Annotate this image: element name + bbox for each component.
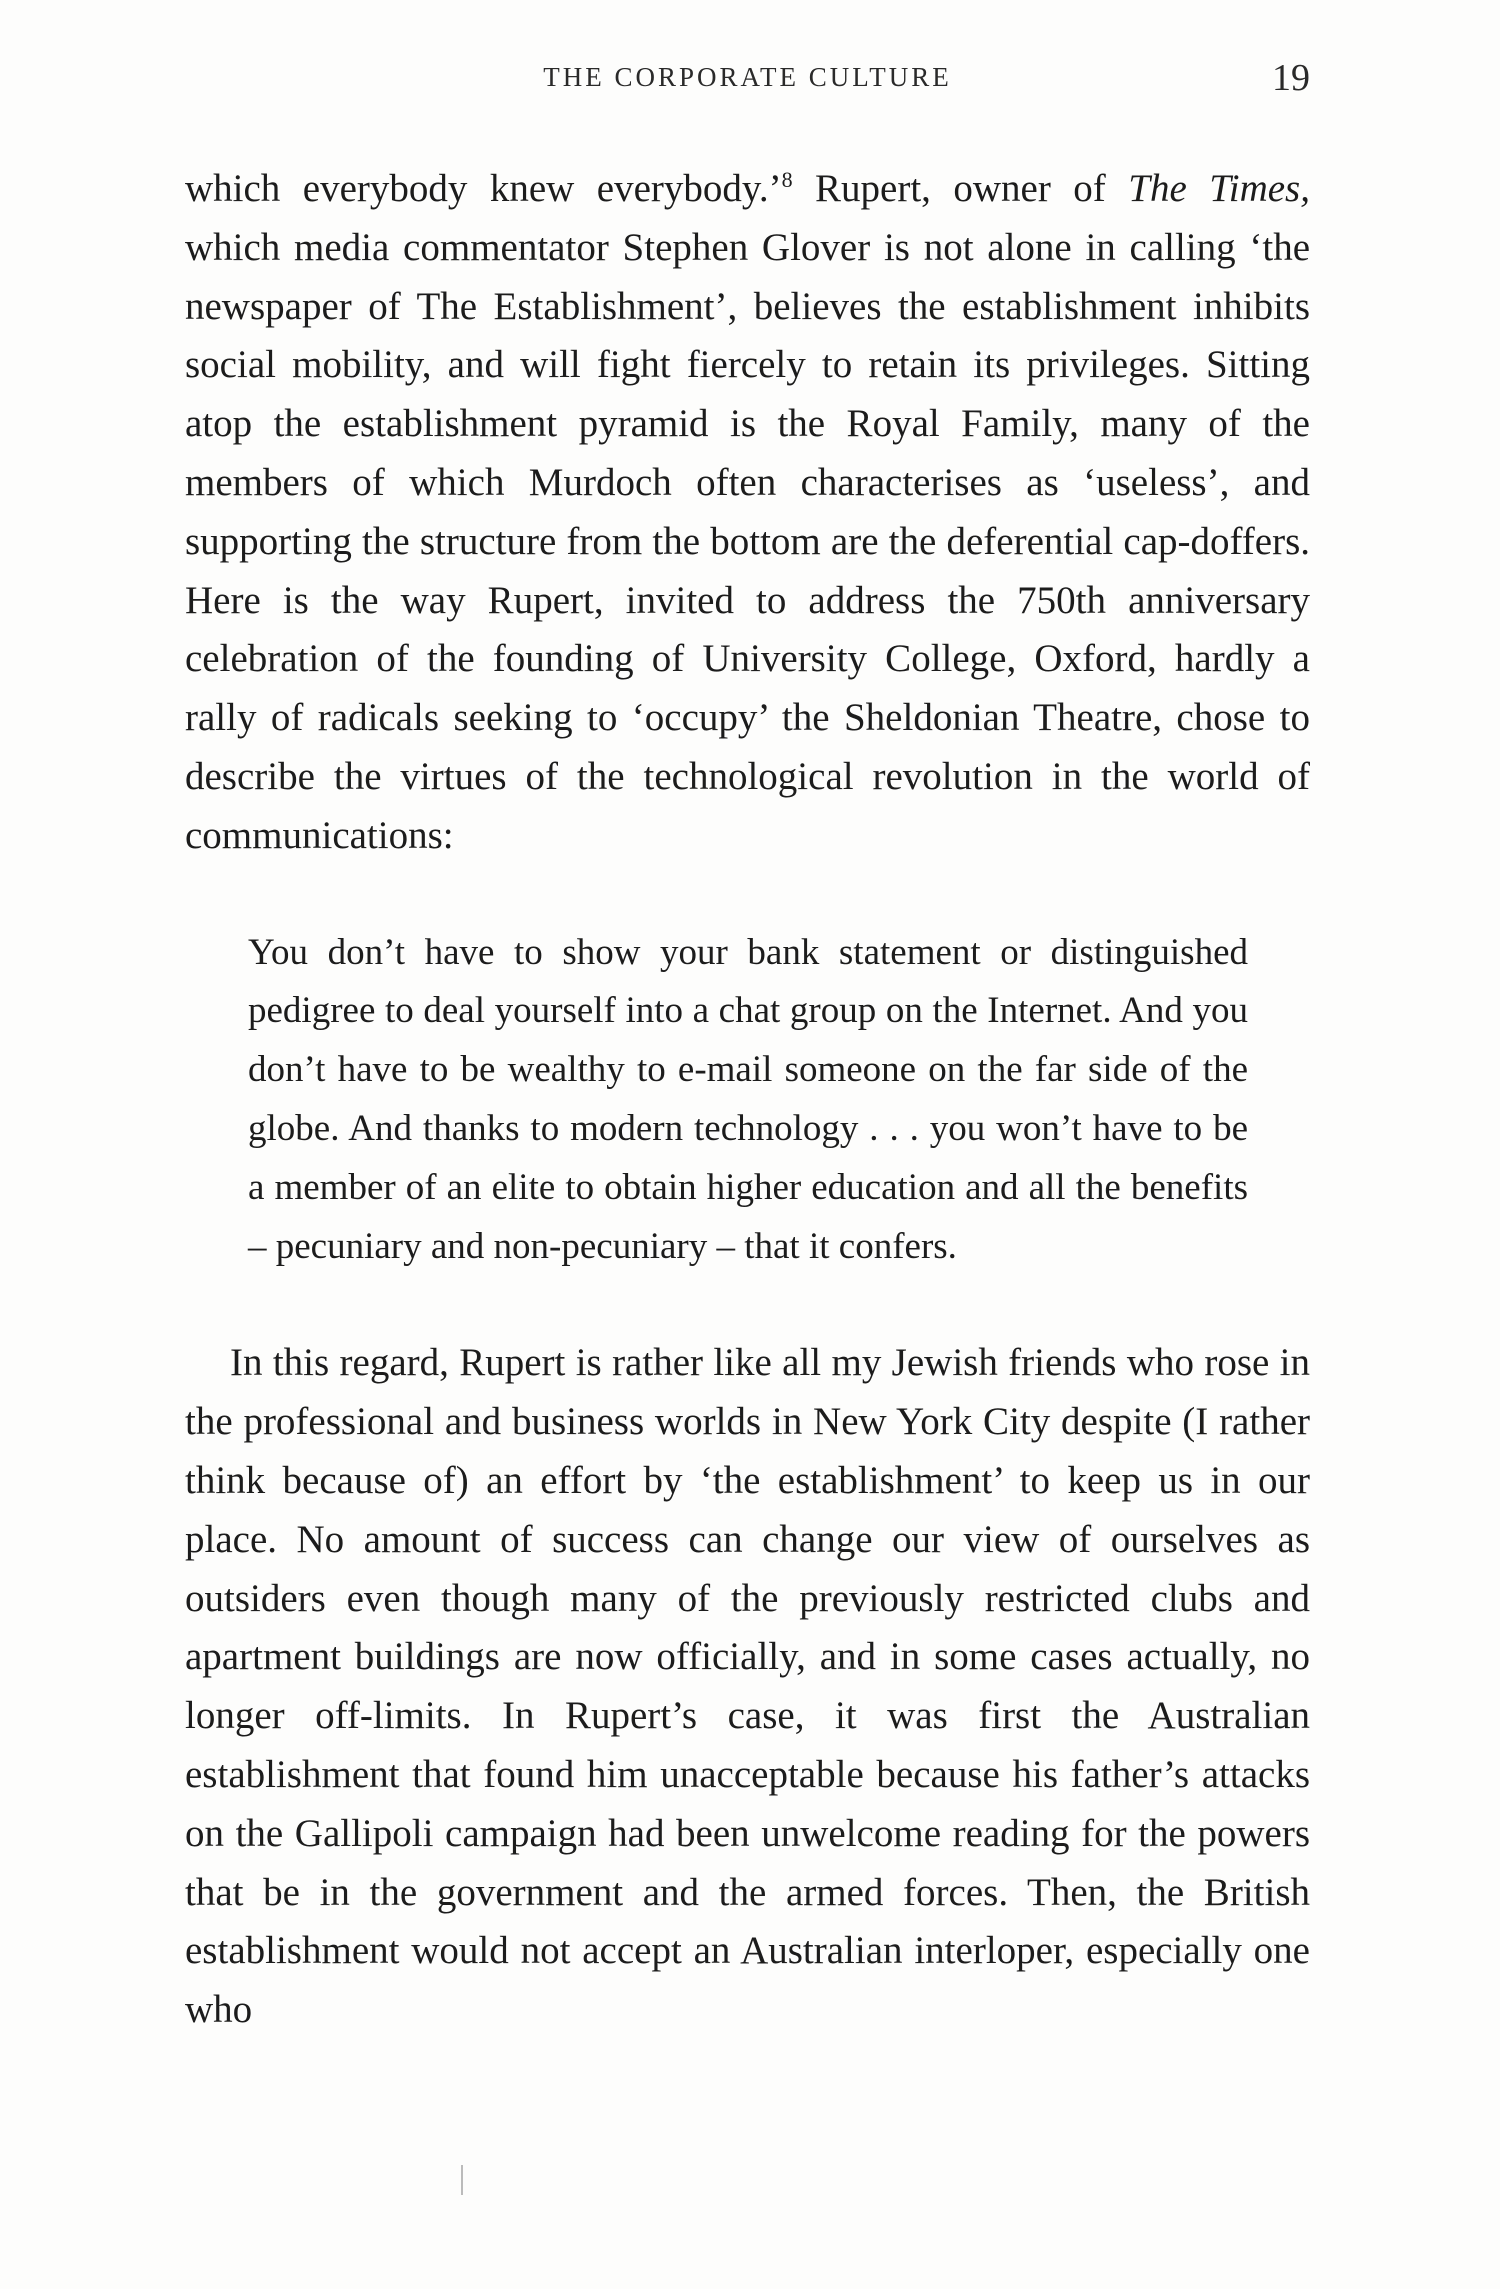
body-text xyxy=(185,160,1310,2040)
paragraph-1-continuation: Rupert, owner of xyxy=(792,167,1129,210)
running-title: THE CORPORATE CULTURE xyxy=(543,62,952,92)
paragraph-2: In this regard, Rupert is rather like all my Jewish friends who rose in the professional and business worlds in New York City despite (I rather think because of) an effort by ‘the establishment’ to keep us in our place. No amount of success can change our view of ourselves as outsiders even though many of the previously restricted clubs and apartment buildings are now officially, and in some cases actually, no longer off-limits. In Rupert’s case, it was first the Australian establishment that found him unacceptable because his father’s attacks on the Gallipoli campaign had been unwelcome reading for the powers that be in the government and the armed forces. Then, the British establishment would not accept an Australian interloper, especially one who xyxy=(185,1341,1310,2032)
running-header xyxy=(185,57,1310,102)
block-quote: You don’t have to show your bank statement or distinguished pedigree to deal yourself into a chat group on the Internet. And you don’t have to be wealthy to e-mail someone on the far side of the globe. And thanks to modern technology . . . you won’t have to be a member of an elite to obtain higher education and all the benefits – pecuniary and non-pecuniary – that it confers. xyxy=(248,931,1248,1267)
publication-title: The Times, xyxy=(1128,167,1310,210)
footnote-marker: 8 xyxy=(781,167,793,192)
paragraph-1-opening: which everybody knew everybody.’ xyxy=(185,167,782,210)
page-number: 19 xyxy=(1272,57,1310,99)
paragraph-1-body: which media commentator Stephen Glover is not alone in calling ‘the newspaper of The Establishment’, believes the establishment inhibits social mobility, and will fight fiercely to retain its privileges. Sitting atop the establishment pyramid is the Royal Family, many of the members of which Murdoch often characterises as ‘useless’, and supporting the structure from the bottom are the deferential cap-doffers. Here is the way Rupert, invited to address the 750th anniversary celebration of the founding of University College, Oxford, hardly a rally of radicals seeking to ‘occupy’ the Sheldonian Theatre, chose to describe the virtues of the technological revolution in the world of communications: xyxy=(185,225,1310,857)
paragraph-1 xyxy=(185,160,1310,866)
scan-artifact xyxy=(461,2165,463,2195)
